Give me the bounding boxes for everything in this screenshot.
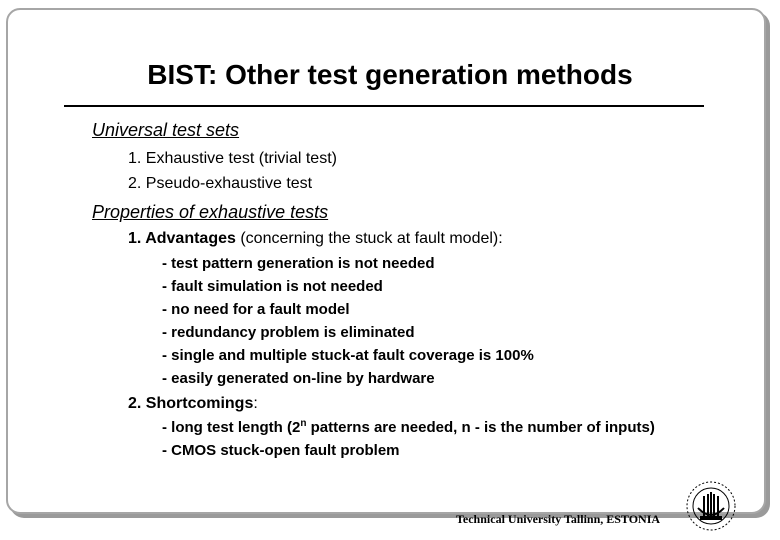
slide-title: BIST: Other test generation methods [147,59,633,90]
bullet-item-cmos-stuck-open: - CMOS stuck-open fault problem [162,442,400,459]
footer-institution: Technical University Tallinn, ESTONIA [456,512,661,526]
list-item-exhaustive-test: 1. Exhaustive test (trivial test) [128,150,337,167]
bullet-text-pre: - long test length (2 [162,419,301,436]
list-item-shortcomings [128,394,258,414]
shortcomings-colon: : [253,395,258,412]
list-item-advantages [128,229,503,249]
bullet-text-post: patterns are needed, n - is the number of inputs) [306,419,655,436]
title-divider [64,105,704,107]
bullet-item: - redundancy problem is eliminated [162,324,415,341]
superscript-n: n [300,418,307,429]
section-heading-properties: Properties of exhaustive tests [92,202,329,222]
bullet-item: - single and multiple stuck-at fault coverage is 100% [162,347,534,364]
bullet-item: - easily generated on-line by hardware [162,370,435,387]
bullet-item: - test pattern generation is not needed [162,255,435,272]
list-item-pseudo-exhaustive-test: 2. Pseudo-exhaustive test [128,175,313,192]
shortcomings-label: 2. Shortcomings [128,395,254,412]
advantages-note: (concerning the stuck at fault model): [235,230,503,247]
bullet-item: - no need for a fault model [162,301,350,318]
section-heading-universal-test-sets: Universal test sets [92,120,240,140]
bullet-item-long-test-length [162,418,655,437]
bullet-item: - fault simulation is not needed [162,278,383,295]
university-seal-logo [680,478,742,536]
advantages-label: 1. Advantages [128,230,236,247]
